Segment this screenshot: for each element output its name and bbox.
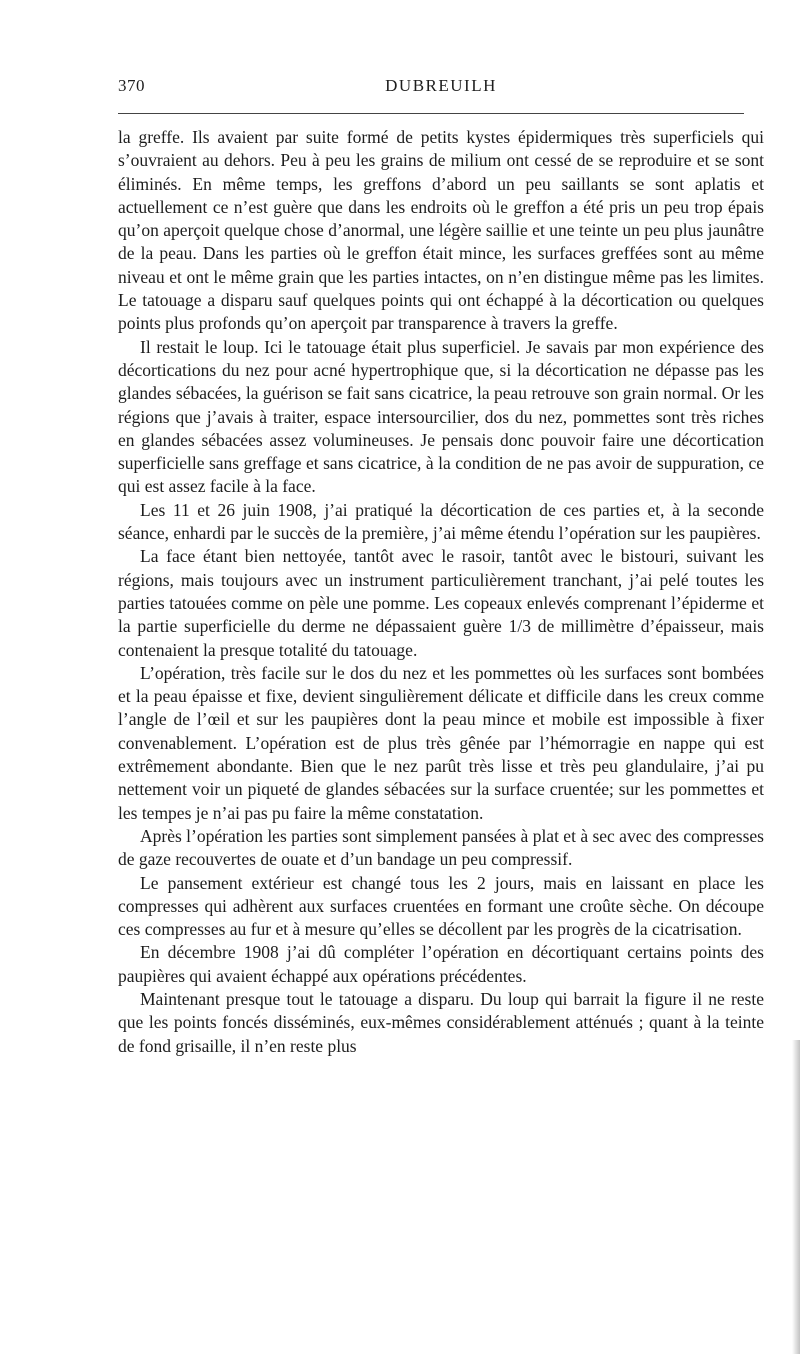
- paragraph-continuation: la greffe. Ils avaient par suite formé de petits kystes épidermiques très superficiels qui s’ouvraient au dehors. Peu à peu les grains de milium ont cessé de se reproduire et se sont éliminés. En même temps, les greffons d’abord un peu saillants se sont aplatis et actuellement ce n’est guère que dans les endroits où le greffon a été pris un peu trop épais qu’on aperçoit quelque chose d’anormal, une légère saillie et une teinte un peu plus jaunâtre de la peau. Dans les parties où le greffon était mince, les surfaces greffées sont au même niveau et ont le même grain que les parties intactes, on n’en distingue même pas les limites. Le tatouage a disparu sauf quelques points qui ont échappé à la décortication ou quelques points plus profonds qu’on aperçoit par transparence à travers la greffe.: [118, 127, 764, 334]
- paragraph: Les 11 et 26 juin 1908, j’ai pratiqué la décortication de ces parties et, à la seconde séance, enhardi par le succès de la première, j’ai même étendu l’opération sur les paupières.: [118, 499, 764, 544]
- paragraph: Le pansement extérieur est changé tous les 2 jours, mais en laissant en place les compresses qui adhèrent aux surfaces cruentées en formant une croûte sèche. On découpe ces compresses au fur et à mesure qu’elles se décollent par les progrès de la cicatrisation.: [118, 872, 764, 940]
- paragraph: Il restait le loup. Ici le tatouage était plus superficiel. Je savais par mon expérience des décortications du nez pour acné hypertrophique que, si la décortication ne dépasse pas les glandes sébacées, la guérison se fait sans cicatrice, la peau retrouve son grain normal. Or les régions que j’avais à traiter, espace intersourcilier, dos du nez, pommettes sont très riches en glandes sébacées assez volumineuses. Je pensais donc pouvoir faire une décortication superficielle sans greffage et sans cicatrice, à la condition de ne pas avoir de suppuration, ce qui est assez facile à la face.: [118, 336, 764, 497]
- page-edge-shadow: [792, 1040, 800, 1354]
- running-title: DUBREUILH: [385, 76, 497, 95]
- running-head: [118, 72, 764, 102]
- paragraph: Maintenant presque tout le tatouage a disparu. Du loup qui barrait la figure il ne reste que les points foncés disséminés, eux-mêmes considérablement atténués ; quant à la teinte de fond grisaille, il n’en reste plus: [118, 988, 764, 1056]
- paragraph: En décembre 1908 j’ai dû compléter l’opération en décortiquant certains points des paupières qui avaient échappé aux opérations précédentes.: [118, 942, 764, 986]
- book-page: [118, 72, 764, 1058]
- paragraph: Après l’opération les parties sont simplement pansées à plat et à sec avec des compresses de gaze recouvertes de ouate et d’un bandage un peu compressif.: [118, 825, 764, 870]
- header-rule: [118, 113, 744, 114]
- paragraph: L’opération, très facile sur le dos du nez et les pommettes où les surfaces sont bombées et la peau épaisse et fixe, devient singulièrement délicate et difficile dans les creux comme l’angle de l’œil et sur les paupières dont la peau mince et mobile est impossible à fixer convenablement. L’opération est de plus très gênée par l’hémorragie en nappe qui est extrêmement abondante. Bien que le nez parût très lisse et très peu glandulaire, j’ai pu nettement voir un piqueté de glandes sébacées sur la surface cruentée; sur les pommettes et les tempes je n’ai pas pu faire la même constatation.: [118, 662, 764, 823]
- paragraph: La face étant bien nettoyée, tantôt avec le rasoir, tantôt avec le bistouri, suivant les régions, mais toujours avec un instrument particulièrement tranchant, j’ai pelé toutes les parties tatouées comme on pèle une pomme. Les copeaux enlevés comprenant l’épiderme et la partie superficielle du derme ne dépassaient guère 1/3 de millimètre d’épaisseur, mais contenaient la presque totalité du tatouage.: [118, 546, 764, 660]
- page-number: 370: [118, 76, 145, 95]
- body-text: [118, 126, 764, 1058]
